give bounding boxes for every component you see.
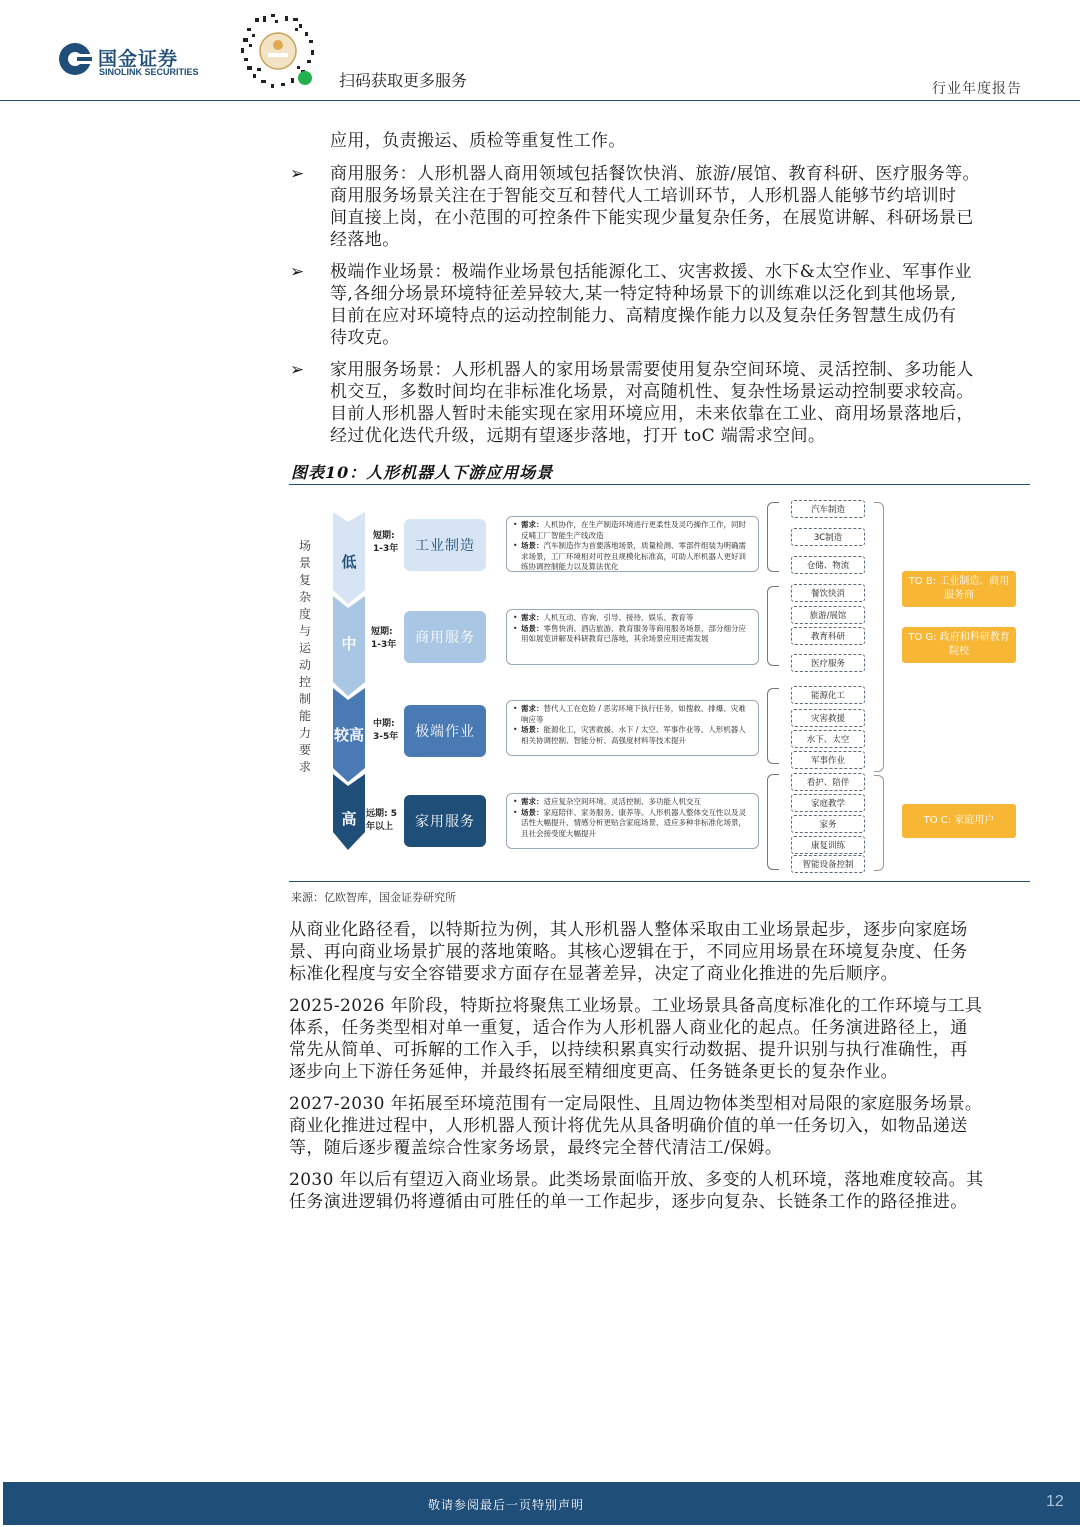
scenario-key: 场景： — [521, 807, 544, 817]
continued-line: 应用，负责搬运、质检等重复性工作。 — [330, 131, 626, 151]
company-name-cn: 国金证券 — [98, 48, 179, 70]
tag-3c-manufacturing: 3C制造 — [791, 528, 865, 546]
text-line: 2030 年以后有望迈入商业场景。此类场景面临开放、多变的人机环境，落地难度较高。其 — [289, 1170, 984, 1190]
figure-title: 图表10：人形机器人下游应用场景 — [291, 463, 554, 482]
page-footer — [3, 1482, 1080, 1525]
tag-auto-manufacturing: 汽车制造 — [791, 500, 865, 518]
text-line: 商业化推进过程中，人形机器人预计将优先从具备明确价值的单一任务切入，如物品递送 — [289, 1116, 968, 1136]
text-line: 经落地。 — [330, 230, 400, 250]
demand-text: 替代人工在危险 / 恶劣环境下执行任务，如搜救、排爆、灾难响应等 — [521, 704, 746, 724]
scenario-line — [521, 725, 752, 746]
bullet-commercial-service — [330, 163, 1030, 251]
description-box — [506, 700, 759, 756]
text-line: 间直接上岗，在小范围的可控条件下能实现少量复杂任务，在展览讲解、科研场景已 — [330, 208, 974, 228]
text-line: 目前在应对环境特点的运动控制能力、高精度操作能力以及复杂任务智慧生成仍有 — [330, 306, 957, 326]
vertical-axis-label: 场景复杂度与运动控制能力要求 — [299, 539, 312, 774]
demand-key: 需求： — [521, 797, 544, 806]
scenario-key: 场景： — [521, 541, 544, 550]
period-line: 1-3年 — [373, 544, 399, 554]
demand-text: 适应复杂空间环境、灵活控制、多功能人机交互 — [543, 797, 701, 806]
level-low: 低 — [341, 552, 357, 571]
qr-prompt: 扫码获取更多服务 — [339, 71, 468, 90]
scene-commercial-service: 商用服务 — [404, 611, 486, 663]
scenario-text: 零售快消、酒店旅游、教育服务等商用服务场景，部分细分应用如展览讲解及科研教育已落地，其余场景应用还需发展 — [521, 623, 746, 643]
brace — [767, 502, 779, 572]
demand-line — [521, 613, 752, 624]
period-line: 远期: 5 — [366, 809, 397, 819]
scenario-line — [521, 541, 752, 572]
period-line: 短期: — [373, 531, 395, 541]
text-line: 目前人形机器人暂时未能实现在家用环境应用，未来依靠在工业、商用场景落地后， — [330, 404, 974, 424]
text-line: 待攻克。 — [330, 328, 400, 348]
text-line: 机交互，多数时间均在非标准化场景，对高随机性、复杂性场景运动控制要求较高。 — [330, 382, 974, 402]
scenario-text: 汽车制造作为首要落地场景，质量检测、零部件组装为明确需求场景，工厂环境相对可控且规模化标准高，可助人形机器人更好训练协调控制能力以及算法优化 — [521, 541, 746, 571]
period-label — [366, 808, 397, 834]
demand-key: 需求： — [521, 520, 544, 529]
tag-medical: 医疗服务 — [791, 654, 865, 672]
paragraph-2030-plus — [289, 1169, 1031, 1213]
description-box — [506, 793, 759, 849]
tag-care: 看护、陪伴 — [791, 773, 865, 791]
scenario-key: 场景： — [521, 623, 544, 633]
text-line: 商用服务场景关注在于智能交互和替代人工培训环节，人形机器人能够节约培训时 — [330, 186, 957, 206]
scenario-line — [521, 808, 752, 840]
period-line: 1-3年 — [371, 640, 397, 650]
demand-line — [521, 797, 752, 808]
demand-key: 需求： — [521, 613, 544, 622]
paragraph-2025-2026 — [289, 995, 1031, 1083]
tag-military: 军事作业 — [791, 751, 865, 769]
description-box — [506, 516, 759, 572]
sinolink-logo-icon — [58, 42, 92, 76]
demand-line — [521, 704, 752, 725]
period-line: 中期: — [373, 719, 395, 729]
tag-housework: 家务 — [791, 815, 865, 833]
bullet-arrow-icon: ➢ — [290, 262, 305, 282]
application-scenario-diagram — [289, 488, 1030, 878]
tag-underwater-space: 水下、太空 — [791, 730, 865, 748]
text-line: 逐步向上下游任务延伸，并最终拓展至精细度更高、任务链条更长的复杂作业。 — [289, 1062, 898, 1082]
scene-household-service: 家用服务 — [404, 795, 486, 847]
scene-industrial-manufacturing: 工业制造 — [404, 519, 486, 571]
period-line: 年以上 — [366, 822, 394, 832]
outer-brace — [874, 775, 884, 871]
figure-bottom-rule — [289, 881, 1030, 882]
paragraph-commercial-path — [289, 919, 1031, 985]
level-higher: 较高 — [334, 725, 365, 744]
tag-education: 教育科研 — [791, 627, 865, 645]
tag-rescue: 灾害救援 — [791, 709, 865, 727]
scenario-line — [521, 624, 752, 645]
outer-brace — [874, 502, 884, 772]
tag-smart-device: 智能设备控制 — [791, 855, 865, 873]
figure-top-rule — [289, 484, 1030, 485]
text-line: 体系，任务类型相对单一重复，适合作为人形机器人商业化的起点。任务演进路径上，通 — [289, 1018, 968, 1038]
period-line: 短期: — [371, 627, 393, 637]
target-to-c: TO C: 家庭用户 — [902, 804, 1016, 838]
bullet-arrow-icon: ➢ — [290, 164, 305, 184]
text-line: 常先从简单、可拆解的工作入手，以持续积累真实行动数据、提升识别与执行准确性，再 — [289, 1040, 968, 1060]
scenario-text: 家庭陪伴、家务服务、康养等。人形机器人整体交互性以及灵活性大幅提升、情感分析更贴合家庭场景、适应多种非标准化场景，且社会接受度大幅提升 — [521, 807, 746, 838]
company-name-en: SINOLINK SECURITIES — [99, 67, 199, 77]
tag-rehab: 康复训练 — [791, 836, 865, 854]
text-line: 经过优化迭代升级，远期有望逐步落地，打开 toC 端需求空间。 — [330, 426, 826, 446]
text-line: 从商业化路径看，以特斯拉为例，其人形机器人整体采取由工业场景起步，逐步向家庭场 — [289, 920, 968, 940]
target-to-b: TO B: 工业制造、商用服务商 — [902, 571, 1016, 607]
text-line: 2027-2030 年拓展至环境范围有一定局限性、且周边物体类型相对局限的家庭服务场景。 — [289, 1094, 983, 1114]
demand-line — [521, 520, 752, 541]
scene-extreme-operation: 极端作业 — [404, 705, 486, 757]
period-label — [373, 530, 398, 556]
report-type: 行业年度报告 — [932, 81, 1022, 97]
period-label — [373, 718, 398, 744]
disclaimer-note[interactable]: 敬请参阅最后一页特别声明 — [428, 1498, 585, 1512]
figure-source: 来源：亿欧智库，国金证券研究所 — [291, 891, 456, 904]
text-line: 2025-2026 年阶段，特斯拉将聚焦工业场景。工业场景具备高度标准化的工作环境与工具 — [289, 996, 983, 1016]
demand-text: 人机互动、咨询、引导、接待、娱乐、教育等 — [543, 613, 694, 622]
brace — [767, 688, 779, 764]
target-to-g: TO G: 政府和科研教育院校 — [902, 627, 1016, 663]
page-header — [0, 0, 1080, 101]
period-label — [371, 626, 396, 652]
tag-warehouse-logistics: 仓储、物流 — [791, 556, 865, 574]
tag-home-teaching: 家庭教学 — [791, 794, 865, 812]
brace — [767, 774, 779, 870]
page-number: 12 — [1046, 1493, 1064, 1510]
text-line: 极端作业场景：极端作业场景包括能源化工、灾害救援、水下&太空作业、军事作业 — [330, 262, 972, 282]
bullet-extreme-operation — [330, 261, 1030, 349]
scenario-text: 能源化工，灾害救援、水下 / 太空、军事作业等。人形机器人相关协调控制、智能分析、高强度材料等技术提升 — [521, 725, 746, 745]
text-line: 等,各细分场景环境特征差异较大,某一特定特种场景下的训练难以泛化到其他场景, — [330, 284, 957, 304]
bullet-arrow-icon: ➢ — [290, 360, 305, 380]
tag-tourism: 旅游/展馆 — [791, 606, 865, 624]
description-box — [506, 609, 759, 665]
paragraph-2027-2030 — [289, 1093, 1031, 1159]
demand-text: 人机协作，在生产制造环境进行更柔性及灵巧操作工作，同时反哺工厂智能生产线改造 — [521, 520, 746, 540]
scenario-key: 场景： — [521, 725, 544, 734]
brace — [767, 586, 779, 666]
text-line: 商用服务：人形机器人商用领域包括餐饮快消、旅游/展馆、教育科研、医疗服务等。 — [330, 164, 980, 184]
tag-catering: 餐饮快消 — [791, 584, 865, 602]
demand-key: 需求： — [521, 704, 544, 713]
text-line: 等，随后逐步覆盖综合性家务场景，最终完全替代清洁工/保姆。 — [289, 1138, 783, 1158]
tag-energy: 能源化工 — [791, 686, 865, 704]
text-line: 家用服务场景：人形机器人的家用场景需要使用复杂空间环境、灵活控制、多功能人 — [330, 360, 974, 380]
text-line: 景、再向商业场景扩展的落地策略。其核心逻辑在于，不同应用场景在环境复杂度、任务 — [289, 942, 968, 962]
text-line: 标准化程度与安全容错要求方面存在显著差异，决定了商业化推进的先后顺序。 — [289, 964, 898, 984]
qr-code-icon[interactable] — [235, 8, 321, 94]
period-line: 3-5年 — [373, 732, 399, 742]
level-high: 高 — [341, 809, 357, 828]
bullet-household-service — [330, 359, 1030, 447]
text-line: 任务演进逻辑仍将遵循由可胜任的单一工作起步，逐步向复杂、长链条工作的路径推进。 — [289, 1192, 968, 1212]
level-medium: 中 — [341, 634, 357, 653]
